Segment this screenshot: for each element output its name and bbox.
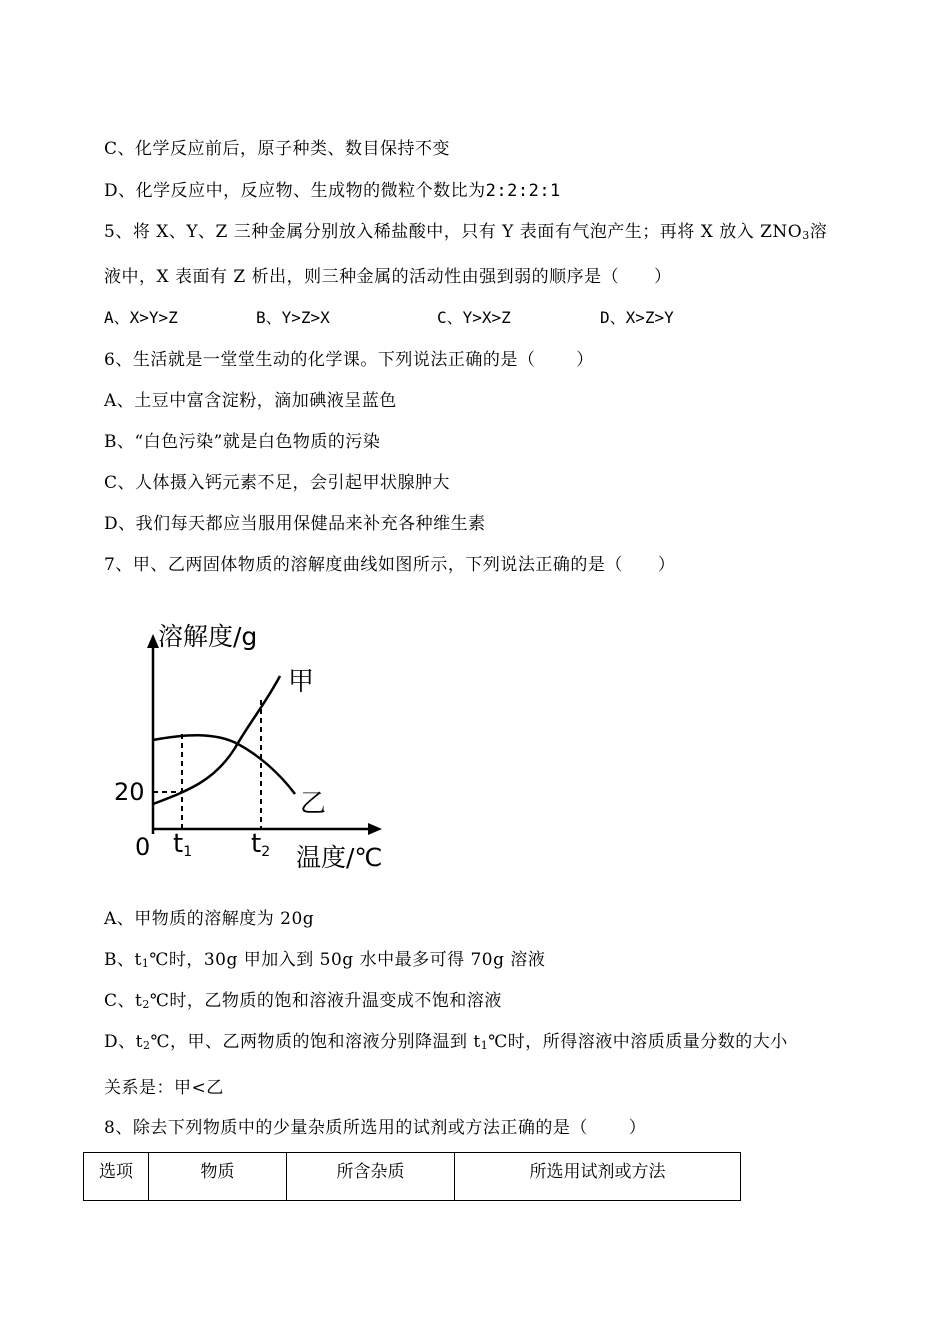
q7-d-2: ℃，甲、乙两物质的饱和溶液分别降温到 t: [150, 1032, 481, 1052]
q5-stem-text: 5、将 X、Y、Z 三种金属分别放入稀盐酸中，只有 Y 表面有气泡产生；再将 X 放入 ZNO: [104, 222, 803, 242]
q5-option-c: C、Y>X>Z: [437, 308, 511, 327]
q7-d-1: D、t: [104, 1032, 143, 1052]
y-tick-20: 20: [114, 778, 145, 806]
header-option: 选项: [84, 1153, 149, 1201]
q5-option-a: A、X>Y>Z: [104, 308, 178, 327]
q7-option-a: A、甲物质的溶解度为 20g: [104, 909, 315, 929]
q6-option-a: A、土豆中富含淀粉，滴加碘液呈蓝色: [104, 391, 397, 411]
q5-stem-line1: [104, 217, 827, 242]
q7-b-1: B、t: [104, 950, 142, 970]
q7-c-sub: 2: [142, 998, 150, 1011]
y-axis-label: 溶解度/g: [158, 622, 258, 651]
q5-subscript: 3: [802, 229, 810, 242]
q8-table: [83, 1152, 741, 1201]
header-substance: 物质: [149, 1153, 287, 1201]
q6-option-d: D、我们每天都应当服用保健品来补充各种维生素: [104, 514, 486, 534]
q8-stem: 8、除去下列物质中的少量杂质所选用的试剂或方法正确的是（ ）: [104, 1118, 647, 1138]
q5-stem-line2: 液中，X 表面有 Z 析出，则三种金属的活动性由强到弱的顺序是（ ）: [104, 267, 672, 287]
header-method: 所选用试剂或方法: [455, 1153, 741, 1201]
q5-stem-end: 溶: [809, 222, 828, 242]
q4-option-c: C、化学反应前后，原子种类、数目保持不变: [104, 139, 451, 159]
q7-d-sub2: 1: [480, 1039, 489, 1052]
q7-option-b: [104, 945, 545, 970]
x-axis-arrow: [368, 823, 382, 835]
q7-d-3: ℃时，所得溶液中溶质质量分数的大小: [488, 1032, 788, 1052]
curve-yi-label: 乙: [300, 789, 327, 819]
q4-option-d: [104, 176, 561, 201]
q5-option-b: B、Y>Z>X: [256, 308, 330, 327]
t1-label: t1: [173, 829, 193, 860]
q7-option-d-cont: 关系是：甲<乙: [104, 1078, 224, 1098]
q6-option-c: C、人体摄入钙元素不足，会引起甲状腺肿大: [104, 473, 451, 493]
q6-stem: 6、生活就是一堂堂生动的化学课。下列说法正确的是（ ）: [104, 350, 594, 370]
solubility-curve-figure: [110, 612, 410, 872]
origin-label: 0: [135, 833, 151, 861]
t2-label: t2: [251, 829, 271, 860]
q5-option-d: D、X>Z>Y: [600, 308, 674, 327]
q6-option-b: B、“白色污染”就是白色物质的污染: [104, 432, 381, 452]
q7-b-sub: 1: [141, 957, 150, 970]
q7-b-2: ℃时，30g 甲加入到 50g 水中最多可得 70g 溶液: [149, 950, 546, 970]
header-impurity: 所含杂质: [287, 1153, 455, 1201]
q7-stem: 7、甲、乙两固体物质的溶解度曲线如图所示，下列说法正确的是（ ）: [104, 555, 676, 575]
q7-d-sub1: 2: [142, 1039, 151, 1052]
q7-option-d: [104, 1027, 788, 1052]
table-header-row: [84, 1153, 741, 1201]
q7-c-2: ℃时，乙物质的饱和溶液升温变成不饱和溶液: [149, 991, 502, 1011]
q7-option-c: [104, 986, 502, 1011]
q4-option-d-ratio: 2:2:2:1: [485, 181, 561, 201]
q7-c-1: C、t: [104, 991, 143, 1011]
x-axis-label: 温度/℃: [296, 843, 383, 872]
q4-option-d-text: D、化学反应中，反应物、生成物的微粒个数比为: [104, 181, 486, 201]
curve-jia-label: 甲: [288, 667, 315, 697]
